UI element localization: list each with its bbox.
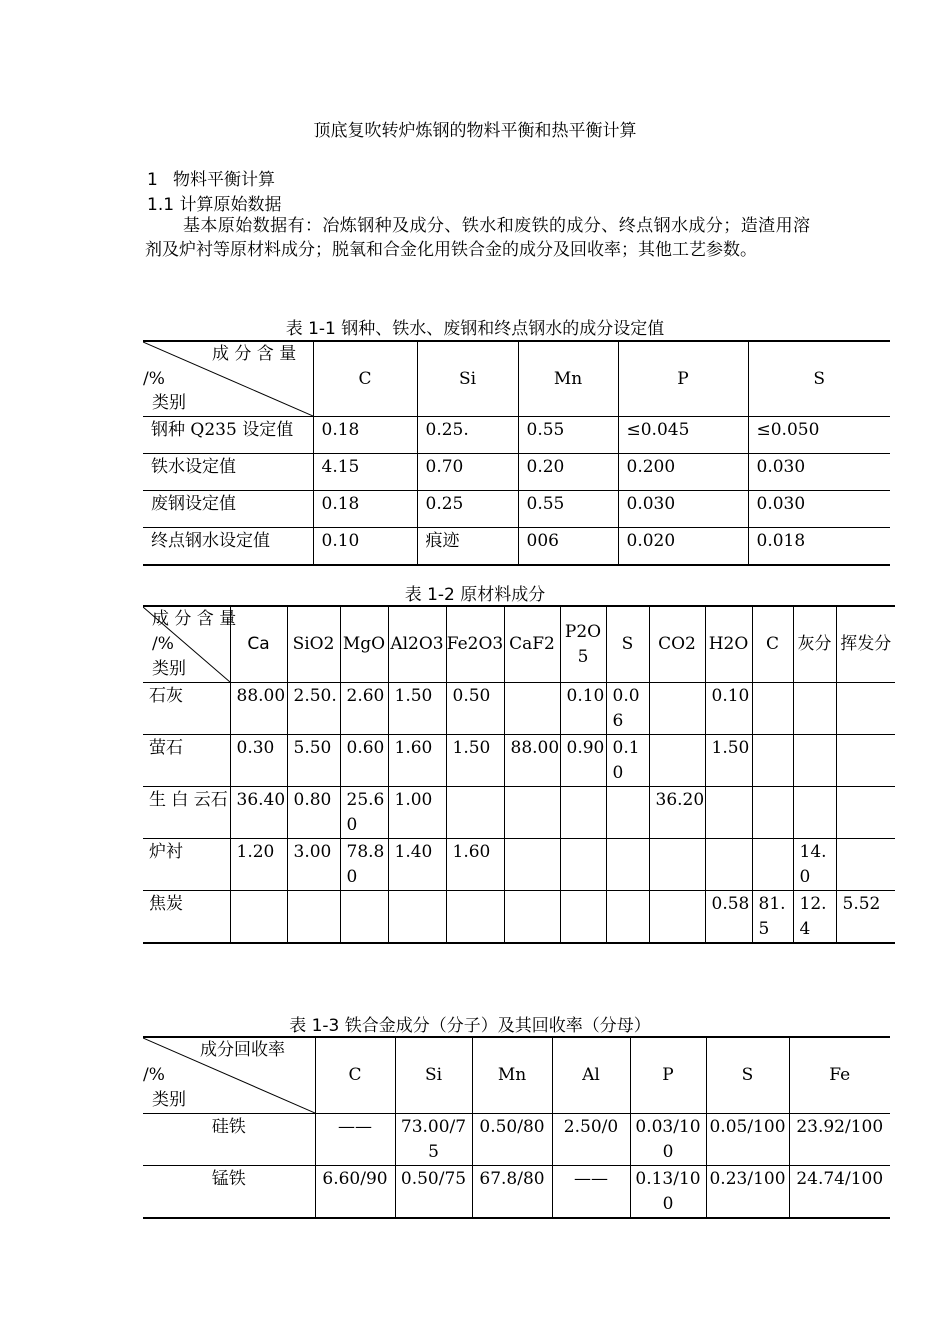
table3-col-header: Al [552, 1037, 630, 1114]
table-cell: 0.030 [748, 491, 890, 528]
table-cell [793, 787, 836, 839]
table-cell [752, 683, 793, 735]
table-cell: 0.58 [705, 891, 752, 944]
table2-col-header: Ca [230, 606, 287, 683]
table-cell: 36.20 [649, 787, 705, 839]
table-cell: 2.50/0 [552, 1114, 630, 1166]
table-cell: 痕迹 [417, 528, 518, 566]
section-label: 物料平衡计算 [173, 170, 275, 190]
table3-corner-header [143, 1037, 315, 1114]
table-cell: ≤0.045 [618, 417, 748, 454]
table2-raw-materials [143, 605, 895, 944]
table-cell [560, 787, 606, 839]
table2-corner-bottom: 类别 [152, 659, 186, 679]
table-cell: —— [315, 1114, 395, 1166]
table-cell [836, 683, 895, 735]
table-cell [560, 839, 606, 891]
table-cell [752, 787, 793, 839]
table-row [143, 891, 895, 944]
table-cell: 0.50/75 [395, 1166, 472, 1219]
subsection-heading: 1.1 计算原始数据 [147, 195, 282, 215]
table-row [143, 528, 890, 566]
table-cell: 2.50. [287, 683, 340, 735]
table-cell [504, 787, 560, 839]
table-cell [230, 891, 287, 944]
table-cell: 0.80 [287, 787, 340, 839]
row-label: 焦炭 [143, 891, 230, 944]
row-label: 终点钢水设定值 [143, 528, 313, 566]
table-cell: 0.10 [313, 528, 417, 566]
table-cell: 0.10 [560, 683, 606, 735]
row-label: 生 白 云石 [143, 787, 230, 839]
table2-col-header: Al2O3 [388, 606, 446, 683]
table2-col-header: C [752, 606, 793, 683]
row-label: 萤石 [143, 735, 230, 787]
table-cell [649, 735, 705, 787]
table-cell [388, 891, 446, 944]
table-cell [649, 891, 705, 944]
table-cell: 0.10 [705, 683, 752, 735]
table3-corner-bottom: 类别 [152, 1090, 186, 1110]
table3-col-header: C [315, 1037, 395, 1114]
table1-caption: 表 1-1 钢种、铁水、废钢和终点钢水的成分设定值 [285, 319, 665, 339]
table-cell: 0.03/100 [630, 1114, 706, 1166]
table-row [143, 1114, 890, 1166]
table-cell: 88.00 [504, 735, 560, 787]
table-cell: 1.60 [446, 839, 504, 891]
table-cell [606, 891, 649, 944]
table-cell [287, 891, 340, 944]
table2-col-header: MgO [340, 606, 388, 683]
table-row [143, 417, 890, 454]
table-cell [340, 891, 388, 944]
table2-caption: 表 1-2 原材料成分 [404, 585, 546, 605]
table3-corner-unit: /% [143, 1065, 165, 1085]
table-cell: 2.60 [340, 683, 388, 735]
table-cell: 0.06 [606, 683, 649, 735]
table1-corner-bottom: 类别 [152, 393, 186, 413]
table-cell: 78.80 [340, 839, 388, 891]
table-cell: 0.030 [618, 491, 748, 528]
table-cell: 1.40 [388, 839, 446, 891]
table-row [143, 491, 890, 528]
table2-col-header: 挥发分 [836, 606, 895, 683]
row-label: 铁水设定值 [143, 454, 313, 491]
row-label: 锰铁 [143, 1166, 315, 1219]
table-cell: 0.70 [417, 454, 518, 491]
table-cell: 1.60 [388, 735, 446, 787]
table2-col-header: P2O5 [560, 606, 606, 683]
document-title: 顶底复吹转炉炼钢的物料平衡和热平衡计算 [313, 121, 637, 141]
table2-col-header: CO2 [649, 606, 705, 683]
row-label: 废钢设定值 [143, 491, 313, 528]
table-cell [606, 839, 649, 891]
table3-col-header: Fe [789, 1037, 890, 1114]
intro-paragraph: 基本原始数据有：冶炼钢种及成分、铁水和废铁的成分、终点钢水成分；造渣用溶剂及炉衬等原材料成分；脱氧和合金化用铁合金的成分及回收率；其他工艺参数。 [145, 216, 810, 260]
table3-col-header: P [630, 1037, 706, 1114]
table-cell: 0.20 [518, 454, 618, 491]
table-cell [606, 787, 649, 839]
table3-col-header: S [706, 1037, 789, 1114]
table2-corner-header [143, 606, 237, 683]
table-cell: 67.8/80 [472, 1166, 552, 1219]
table1-corner-unit: /% [143, 369, 165, 389]
table-cell: 0.55 [518, 417, 618, 454]
table2-corner-unit: /% [152, 634, 174, 654]
table-cell [649, 683, 705, 735]
table1-col-header: S [748, 341, 890, 417]
table3-col-header: Si [395, 1037, 472, 1114]
table-cell [649, 839, 705, 891]
table-cell: 0.030 [748, 454, 890, 491]
table-cell: 36.40 [230, 787, 287, 839]
table-cell: 23.92/100 [789, 1114, 890, 1166]
table-cell: ≤0.050 [748, 417, 890, 454]
table-cell: 006 [518, 528, 618, 566]
table2-col-header: Fe2O3 [446, 606, 504, 683]
table-cell [705, 787, 752, 839]
table-cell [446, 787, 504, 839]
table-cell: —— [552, 1166, 630, 1219]
table-cell [705, 839, 752, 891]
table3-col-header: Mn [472, 1037, 552, 1114]
table1-col-header: Mn [518, 341, 618, 417]
table1-corner-top: 成 分 含 量 [212, 344, 297, 364]
table-cell: 0.60 [340, 735, 388, 787]
table-cell [793, 735, 836, 787]
table-cell: 1.50 [705, 735, 752, 787]
table-cell: 3.00 [287, 839, 340, 891]
table-row [143, 839, 895, 891]
table-cell: 0.200 [618, 454, 748, 491]
table-cell [836, 839, 895, 891]
section-heading [147, 165, 275, 190]
table-cell: 0.05/100 [706, 1114, 789, 1166]
table-cell [752, 735, 793, 787]
table-cell [504, 683, 560, 735]
table-cell: 0.18 [313, 417, 417, 454]
table-cell [504, 891, 560, 944]
table-row [143, 683, 895, 735]
table1-col-header: Si [417, 341, 518, 417]
table-cell: 88.00 [230, 683, 287, 735]
table-cell: 1.20 [230, 839, 287, 891]
table-cell [836, 787, 895, 839]
table1-composition [143, 340, 890, 566]
table-row [143, 787, 895, 839]
table-row [143, 454, 890, 491]
table-cell: 0.25. [417, 417, 518, 454]
table-cell: 12.4 [793, 891, 836, 944]
table-cell: 6.60/90 [315, 1166, 395, 1219]
table-cell [793, 683, 836, 735]
table-cell: 4.15 [313, 454, 417, 491]
table2-col-header: S [606, 606, 649, 683]
table-cell: 0.55 [518, 491, 618, 528]
table3-corner-top: 成分回收率 [200, 1040, 285, 1060]
table-row [143, 735, 895, 787]
table2-col-header: H2O [705, 606, 752, 683]
table-row [143, 1166, 890, 1219]
table-cell: 5.52 [836, 891, 895, 944]
table-cell [504, 839, 560, 891]
table-cell: 0.50 [446, 683, 504, 735]
table-cell: 73.00/75 [395, 1114, 472, 1166]
table-cell: 0.10 [606, 735, 649, 787]
table2-col-header: 灰分 [793, 606, 836, 683]
table-cell [836, 735, 895, 787]
row-label: 炉衬 [143, 839, 230, 891]
table-cell: 0.13/100 [630, 1166, 706, 1219]
table-cell [560, 891, 606, 944]
table2-corner-top: 成 分 含 量 [152, 609, 237, 629]
table-cell: 0.18 [313, 491, 417, 528]
table3-caption: 表 1-3 铁合金成分（分子）及其回收率（分母） [289, 1016, 651, 1036]
table1-col-header: P [618, 341, 748, 417]
table-cell: 0.30 [230, 735, 287, 787]
table-cell: 81.5 [752, 891, 793, 944]
table-cell: 1.50 [446, 735, 504, 787]
table-cell: 0.90 [560, 735, 606, 787]
table-cell [752, 839, 793, 891]
table1-corner-header [143, 341, 313, 417]
table-cell: 1.00 [388, 787, 446, 839]
table2-col-header: SiO2 [287, 606, 340, 683]
table-cell: 1.50 [388, 683, 446, 735]
row-label: 石灰 [143, 683, 230, 735]
table-cell: 25.60 [340, 787, 388, 839]
table-cell: 0.50/80 [472, 1114, 552, 1166]
table-cell: 14.0 [793, 839, 836, 891]
row-label: 钢种 Q235 设定值 [143, 417, 313, 454]
table-cell: 0.020 [618, 528, 748, 566]
table-cell: 0.018 [748, 528, 890, 566]
table1-col-header: C [313, 341, 417, 417]
table-cell: 0.23/100 [706, 1166, 789, 1219]
table-cell [446, 891, 504, 944]
table-cell: 24.74/100 [789, 1166, 890, 1219]
table-cell: 5.50 [287, 735, 340, 787]
table3-ferroalloys [143, 1036, 890, 1219]
table2-col-header: CaF2 [504, 606, 560, 683]
section-number: 1 [147, 170, 158, 190]
table-cell: 0.25 [417, 491, 518, 528]
row-label: 硅铁 [143, 1114, 315, 1166]
